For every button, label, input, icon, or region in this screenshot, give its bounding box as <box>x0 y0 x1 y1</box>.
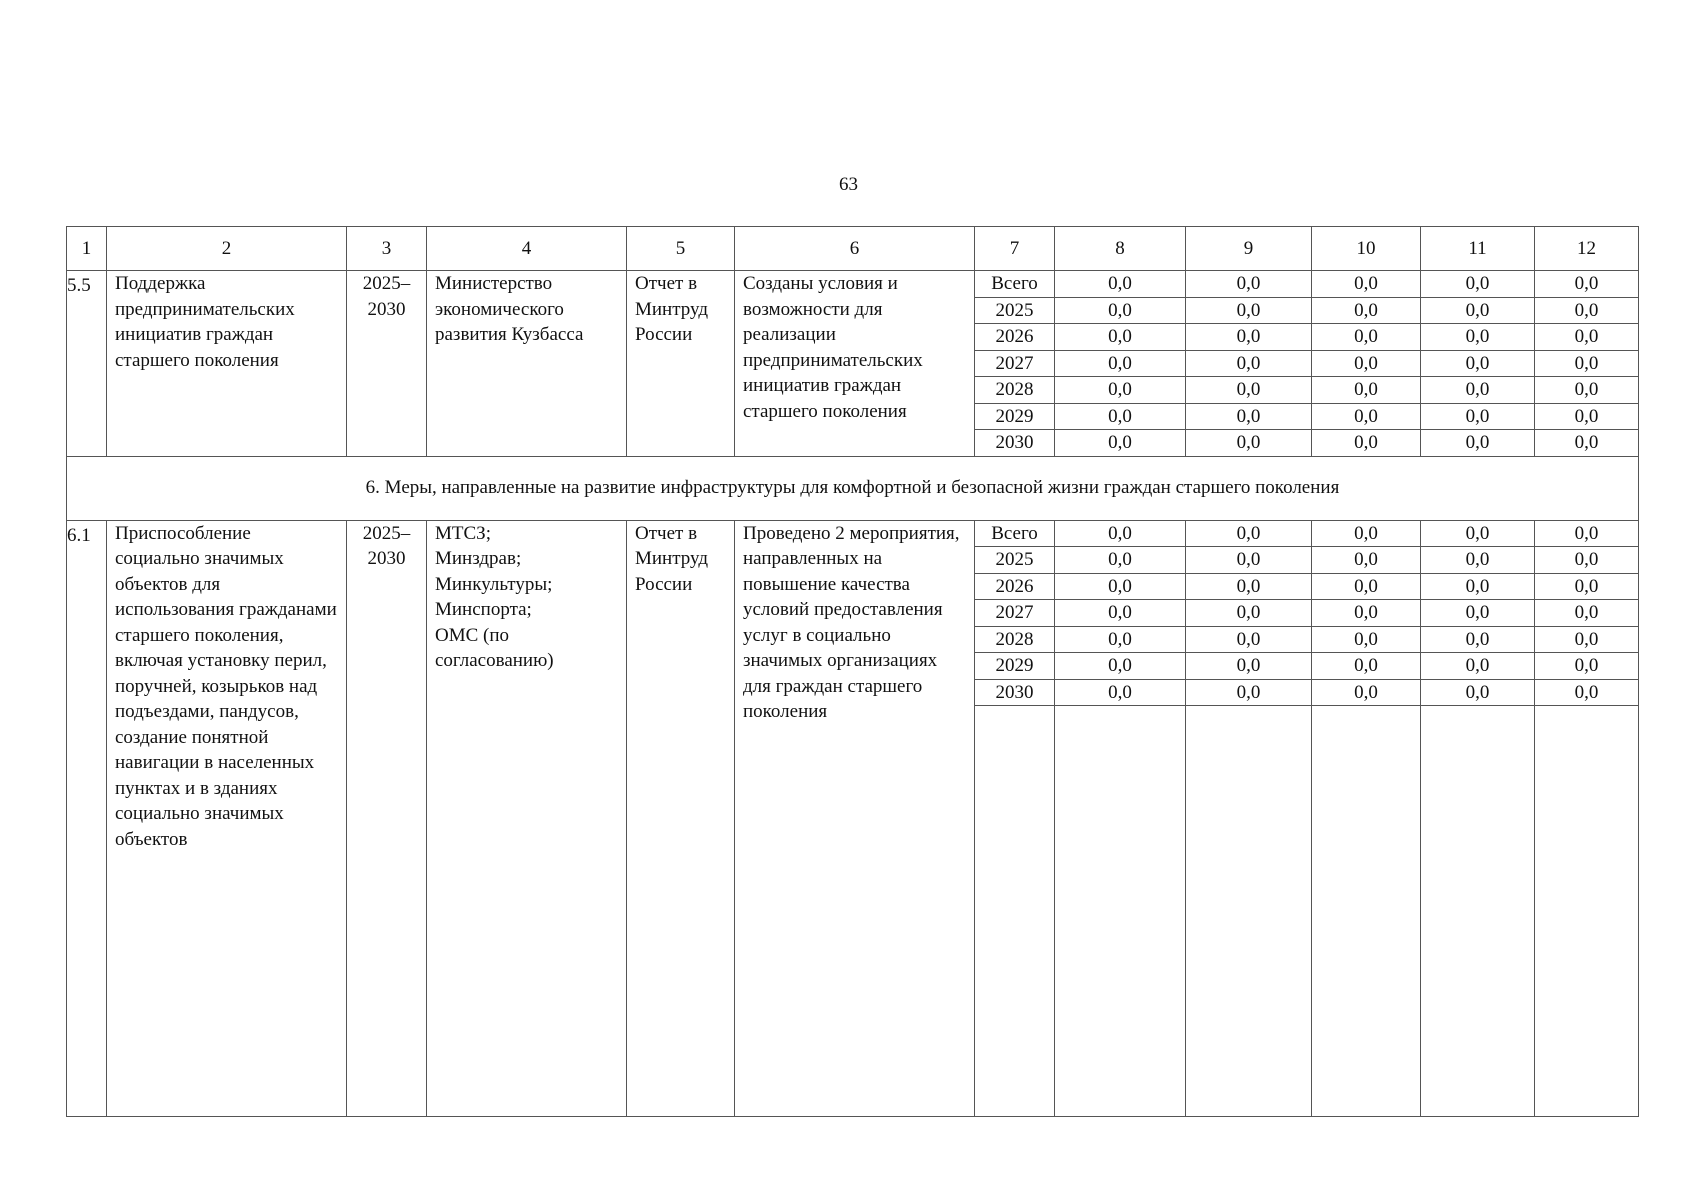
value-cell: 0,0 <box>1312 653 1421 680</box>
header-cell: 1 <box>67 227 107 271</box>
value-cell: 0,0 <box>1535 679 1639 706</box>
value-cell: 0,0 <box>1186 377 1312 404</box>
value-cell: 0,0 <box>1421 403 1535 430</box>
measure-name: Приспособление социально значимых объектов для использования гражданами старшего поколения, включая установку перил, поручней, козырьков над подъездами, пандусов, создание понятной навигации в населенных пунктах и в зданиях социально значимых объектов <box>107 520 347 1117</box>
header-cell: 2 <box>107 227 347 271</box>
value-cell: 0,0 <box>1186 626 1312 653</box>
value-cell: 0,0 <box>1535 520 1639 547</box>
page-number: 63 <box>839 174 858 195</box>
value-cell: 0,0 <box>1055 377 1186 404</box>
empty-cell <box>1186 706 1312 1117</box>
measure-name: Поддержка предпринимательских инициатив граждан старшего поколения <box>107 271 347 457</box>
measure-executor: Министерство экономического развития Кузбасса <box>427 271 627 457</box>
year-label: 2027 <box>975 600 1055 627</box>
header-cell: 8 <box>1055 227 1186 271</box>
header-row <box>67 227 1639 271</box>
value-cell: 0,0 <box>1055 653 1186 680</box>
value-cell: 0,0 <box>1186 324 1312 351</box>
table-row <box>67 520 1639 547</box>
value-cell: 0,0 <box>1535 547 1639 574</box>
value-cell: 0,0 <box>1055 350 1186 377</box>
value-cell: 0,0 <box>1535 350 1639 377</box>
value-cell: 0,0 <box>1186 547 1312 574</box>
value-cell: 0,0 <box>1421 520 1535 547</box>
value-cell: 0,0 <box>1421 271 1535 298</box>
value-cell: 0,0 <box>1312 350 1421 377</box>
value-cell: 0,0 <box>1186 297 1312 324</box>
year-label: 2026 <box>975 324 1055 351</box>
value-cell: 0,0 <box>1535 600 1639 627</box>
value-cell: 0,0 <box>1535 271 1639 298</box>
value-cell: 0,0 <box>1312 626 1421 653</box>
value-cell: 0,0 <box>1421 547 1535 574</box>
year-label: 2030 <box>975 679 1055 706</box>
value-cell: 0,0 <box>1186 403 1312 430</box>
value-cell: 0,0 <box>1055 626 1186 653</box>
table-row <box>67 271 1639 298</box>
value-cell: 0,0 <box>1055 271 1186 298</box>
value-cell: 0,0 <box>1535 626 1639 653</box>
section-title: 6. Меры, направленные на развитие инфраструктуры для комфортной и безопасной жизни граждан старшего поколения <box>67 456 1639 520</box>
value-cell: 0,0 <box>1312 600 1421 627</box>
value-cell: 0,0 <box>1186 679 1312 706</box>
value-cell: 0,0 <box>1421 350 1535 377</box>
value-cell: 0,0 <box>1186 271 1312 298</box>
row-index: 6.1 <box>67 520 107 1117</box>
value-cell: 0,0 <box>1312 403 1421 430</box>
value-cell: 0,0 <box>1055 520 1186 547</box>
year-label: Всего <box>975 271 1055 298</box>
value-cell: 0,0 <box>1055 430 1186 457</box>
value-cell: 0,0 <box>1312 430 1421 457</box>
value-cell: 0,0 <box>1055 297 1186 324</box>
value-cell: 0,0 <box>1055 403 1186 430</box>
header-cell: 3 <box>347 227 427 271</box>
year-label: 2029 <box>975 653 1055 680</box>
measures-table <box>66 226 1639 1117</box>
year-label: Всего <box>975 520 1055 547</box>
header-cell: 5 <box>627 227 735 271</box>
measure-executor: МТСЗ; Минздрав; Минкультуры; Минспорта; ОМС (по согласованию) <box>427 520 627 1117</box>
value-cell: 0,0 <box>1535 430 1639 457</box>
header-cell: 12 <box>1535 227 1639 271</box>
measure-report: Отчет в Минтруд России <box>627 271 735 457</box>
value-cell: 0,0 <box>1421 430 1535 457</box>
year-label: 2028 <box>975 377 1055 404</box>
header-cell: 7 <box>975 227 1055 271</box>
header-cell: 11 <box>1421 227 1535 271</box>
value-cell: 0,0 <box>1421 653 1535 680</box>
value-cell: 0,0 <box>1312 324 1421 351</box>
year-label: 2028 <box>975 626 1055 653</box>
value-cell: 0,0 <box>1312 377 1421 404</box>
measure-result: Созданы условия и возможности для реализации предпринимательских инициатив граждан старшего поколения <box>735 271 975 457</box>
empty-cell <box>1421 706 1535 1117</box>
value-cell: 0,0 <box>1312 679 1421 706</box>
value-cell: 0,0 <box>1421 679 1535 706</box>
value-cell: 0,0 <box>1421 626 1535 653</box>
measure-period: 2025– 2030 <box>347 520 427 1117</box>
value-cell: 0,0 <box>1186 430 1312 457</box>
empty-cell <box>1535 706 1639 1117</box>
header-cell: 6 <box>735 227 975 271</box>
value-cell: 0,0 <box>1421 297 1535 324</box>
value-cell: 0,0 <box>1535 573 1639 600</box>
measure-report: Отчет в Минтруд России <box>627 520 735 1117</box>
value-cell: 0,0 <box>1421 600 1535 627</box>
value-cell: 0,0 <box>1055 573 1186 600</box>
empty-cell <box>1055 706 1186 1117</box>
header-cell: 10 <box>1312 227 1421 271</box>
value-cell: 0,0 <box>1055 600 1186 627</box>
year-label: 2027 <box>975 350 1055 377</box>
empty-cell <box>975 706 1055 1117</box>
value-cell: 0,0 <box>1312 271 1421 298</box>
value-cell: 0,0 <box>1535 324 1639 351</box>
value-cell: 0,0 <box>1312 547 1421 574</box>
section-row <box>67 456 1639 520</box>
value-cell: 0,0 <box>1055 547 1186 574</box>
value-cell: 0,0 <box>1186 350 1312 377</box>
value-cell: 0,0 <box>1312 573 1421 600</box>
row-index: 5.5 <box>67 271 107 457</box>
year-label: 2030 <box>975 430 1055 457</box>
value-cell: 0,0 <box>1421 573 1535 600</box>
value-cell: 0,0 <box>1186 653 1312 680</box>
year-label: 2025 <box>975 297 1055 324</box>
value-cell: 0,0 <box>1535 297 1639 324</box>
value-cell: 0,0 <box>1421 324 1535 351</box>
value-cell: 0,0 <box>1535 377 1639 404</box>
value-cell: 0,0 <box>1186 573 1312 600</box>
measure-period: 2025– 2030 <box>347 271 427 457</box>
header-cell: 9 <box>1186 227 1312 271</box>
value-cell: 0,0 <box>1312 520 1421 547</box>
value-cell: 0,0 <box>1055 679 1186 706</box>
year-label: 2029 <box>975 403 1055 430</box>
value-cell: 0,0 <box>1421 377 1535 404</box>
value-cell: 0,0 <box>1186 600 1312 627</box>
year-label: 2026 <box>975 573 1055 600</box>
value-cell: 0,0 <box>1535 653 1639 680</box>
year-label: 2025 <box>975 547 1055 574</box>
empty-cell <box>1312 706 1421 1117</box>
measure-result: Проведено 2 мероприятия, направленных на повышение качества условий предоставления услуг в социально значимых организациях для граждан старшего поколения <box>735 520 975 1117</box>
value-cell: 0,0 <box>1186 520 1312 547</box>
value-cell: 0,0 <box>1312 297 1421 324</box>
value-cell: 0,0 <box>1535 403 1639 430</box>
value-cell: 0,0 <box>1055 324 1186 351</box>
header-cell: 4 <box>427 227 627 271</box>
